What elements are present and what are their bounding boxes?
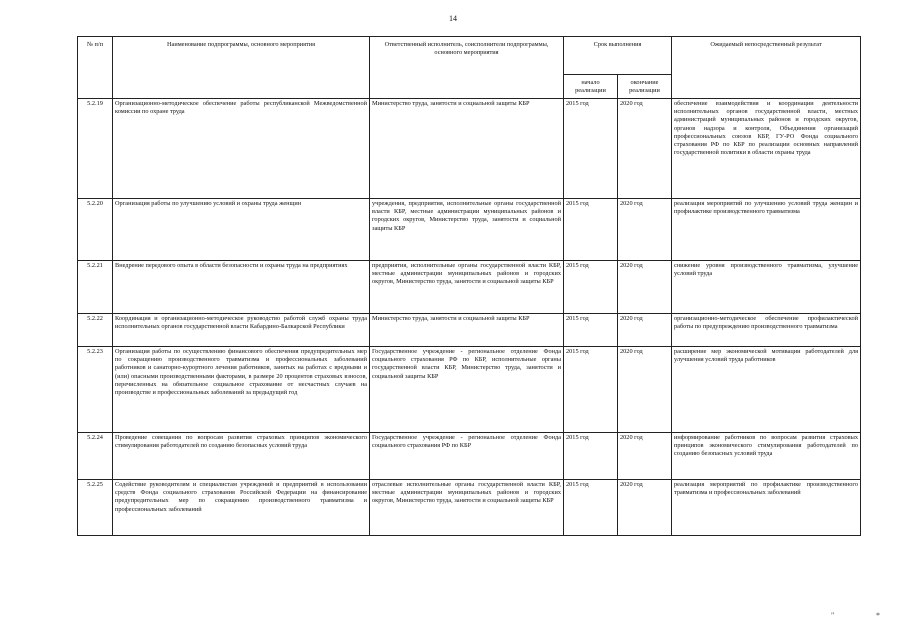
table-row bbox=[78, 99, 861, 199]
row-result: расширение мер экономической мотивации работодателей для улучшения условий труда работников bbox=[672, 347, 861, 433]
header-start: начало реализации bbox=[564, 75, 618, 99]
row-end: 2020 год bbox=[618, 347, 672, 433]
row-name: Координация и организационно-методическое руководство работой служб охраны труда исполнительных органов государственной власти Кабардино-Балкарской Республики bbox=[113, 314, 370, 347]
row-start: 2015 год bbox=[564, 99, 618, 199]
row-start: 2015 год bbox=[564, 199, 618, 261]
header-name: Наименование подпрограммы, основного мероприятия bbox=[113, 37, 370, 99]
row-start: 2015 год bbox=[564, 347, 618, 433]
row-executor: Министерство труда, занятости и социальной защиты КБР bbox=[370, 99, 564, 199]
row-executor: Министерство труда, занятости и социальной защиты КБР bbox=[370, 314, 564, 347]
scan-mark: * bbox=[876, 611, 880, 620]
table-row bbox=[78, 314, 861, 347]
table-row bbox=[78, 199, 861, 261]
header-term: Срок выполнения bbox=[564, 37, 672, 75]
row-number: 5.2.19 bbox=[78, 99, 113, 199]
program-table bbox=[77, 36, 861, 536]
row-number: 5.2.20 bbox=[78, 199, 113, 261]
row-result: снижение уровня производственного травматизма, улучшение условий труда bbox=[672, 261, 861, 314]
row-start: 2015 год bbox=[564, 480, 618, 536]
row-end: 2020 год bbox=[618, 199, 672, 261]
row-result: организационно-методическое обеспечение профилактической работы по предупреждению производственного травматизма bbox=[672, 314, 861, 347]
row-number: 5.2.24 bbox=[78, 433, 113, 480]
row-executor: Государственное учреждение - региональное отделение Фонда социального страхования РФ по КБР bbox=[370, 433, 564, 480]
row-executor: учреждения, предприятия, исполнительные органы государственной власти КБР, местные администрации муниципальных районов и городских округов, Министерство труда, занятости и социальной защиты КБР bbox=[370, 199, 564, 261]
header-result: Ожидаемый непосредственный результат bbox=[672, 37, 861, 99]
row-number: 5.2.25 bbox=[78, 480, 113, 536]
row-executor: отраслевые исполнительные органы государственной власти КБР, местные администрации муниципальных районов и городских округов, Министерство труда, занятости и социальной защиты КБР bbox=[370, 480, 564, 536]
row-start: 2015 год bbox=[564, 433, 618, 480]
table-row bbox=[78, 433, 861, 480]
row-end: 2020 год bbox=[618, 480, 672, 536]
row-name: Содействие руководителям и специалистам учреждений и предприятий в использовании средств Фонда социального страхования Российской Федерации на финансирование предупредительных мер по сокращению производственного травматизма и профессиональных заболеваний bbox=[113, 480, 370, 536]
row-name: Внедрение передового опыта в области безопасности и охраны труда на предприятиях bbox=[113, 261, 370, 314]
row-number: 5.2.22 bbox=[78, 314, 113, 347]
row-executor: Государственное учреждение - региональное отделение Фонда социального страхования РФ по КБР, исполнительные органы государственной власти КБР, Министерство труда, занятости и социальной защиты КБР bbox=[370, 347, 564, 433]
row-executor: предприятия, исполнительные органы государственной власти КБР, местные администрации муниципальных районов и городских округов, Министерство труда, занятости и социальной защиты КБР bbox=[370, 261, 564, 314]
page-number: 14 bbox=[449, 14, 457, 23]
row-result: информирование работников по вопросам развития страховых принципов экономического стимулирования работодателей по созданию безопасных условий труда bbox=[672, 433, 861, 480]
header-num: № п/п bbox=[78, 37, 113, 99]
row-name: Организация работы по осуществлению финансового обеспечения предупредительных мер по сокращению производственного травматизма и профессиональных заболеваний работников и санаторно-курортного лечения работников, занятых на работах с вредными и (или) опасными производственными факторами, в размере 20 процентов страховых взносов, перечисленных на обязательное социальное страхование от несчастных случаев на производстве и профессиональных заболеваний за предыдущий год bbox=[113, 347, 370, 433]
row-start: 2015 год bbox=[564, 314, 618, 347]
row-result: реализация мероприятий по улучшению условий труда женщин и профилактике производственного травматизма bbox=[672, 199, 861, 261]
scan-mark: " bbox=[831, 611, 835, 620]
row-name: Организационно-методическое обеспечение работы республиканской Межведомственной комиссии по охране труда bbox=[113, 99, 370, 199]
row-end: 2020 год bbox=[618, 261, 672, 314]
row-number: 5.2.21 bbox=[78, 261, 113, 314]
row-name: Организация работы по улучшению условий и охраны труда женщин bbox=[113, 199, 370, 261]
table-row bbox=[78, 261, 861, 314]
row-name: Проведение совещания по вопросам развития страховых принципов экономического стимулирования работодателей по созданию безопасных условий труда bbox=[113, 433, 370, 480]
table-header-row bbox=[78, 37, 861, 75]
table-row bbox=[78, 480, 861, 536]
header-executor: Ответственный исполнитель, соисполнители подпрограммы, основного мероприятия bbox=[370, 37, 564, 99]
row-end: 2020 год bbox=[618, 314, 672, 347]
row-end: 2020 год bbox=[618, 433, 672, 480]
row-start: 2015 год bbox=[564, 261, 618, 314]
row-end: 2020 год bbox=[618, 99, 672, 199]
table-row bbox=[78, 347, 861, 433]
header-end: окончание реализации bbox=[618, 75, 672, 99]
row-result: обеспечение взаимодействия и координации деятельности исполнительных органов государственной власти, местных администраций муниципальных районов и городских округов, органов надзора и контроля, Объединения организаций профессиональных союзов КБР, ГУ-РО Фонда социального страхования РФ по КБР по реализации основных направлений государственной политики в области охраны труда bbox=[672, 99, 861, 199]
row-result: реализация мероприятий по профилактике производственного травматизма и профессиональных заболеваний bbox=[672, 480, 861, 536]
row-number: 5.2.23 bbox=[78, 347, 113, 433]
